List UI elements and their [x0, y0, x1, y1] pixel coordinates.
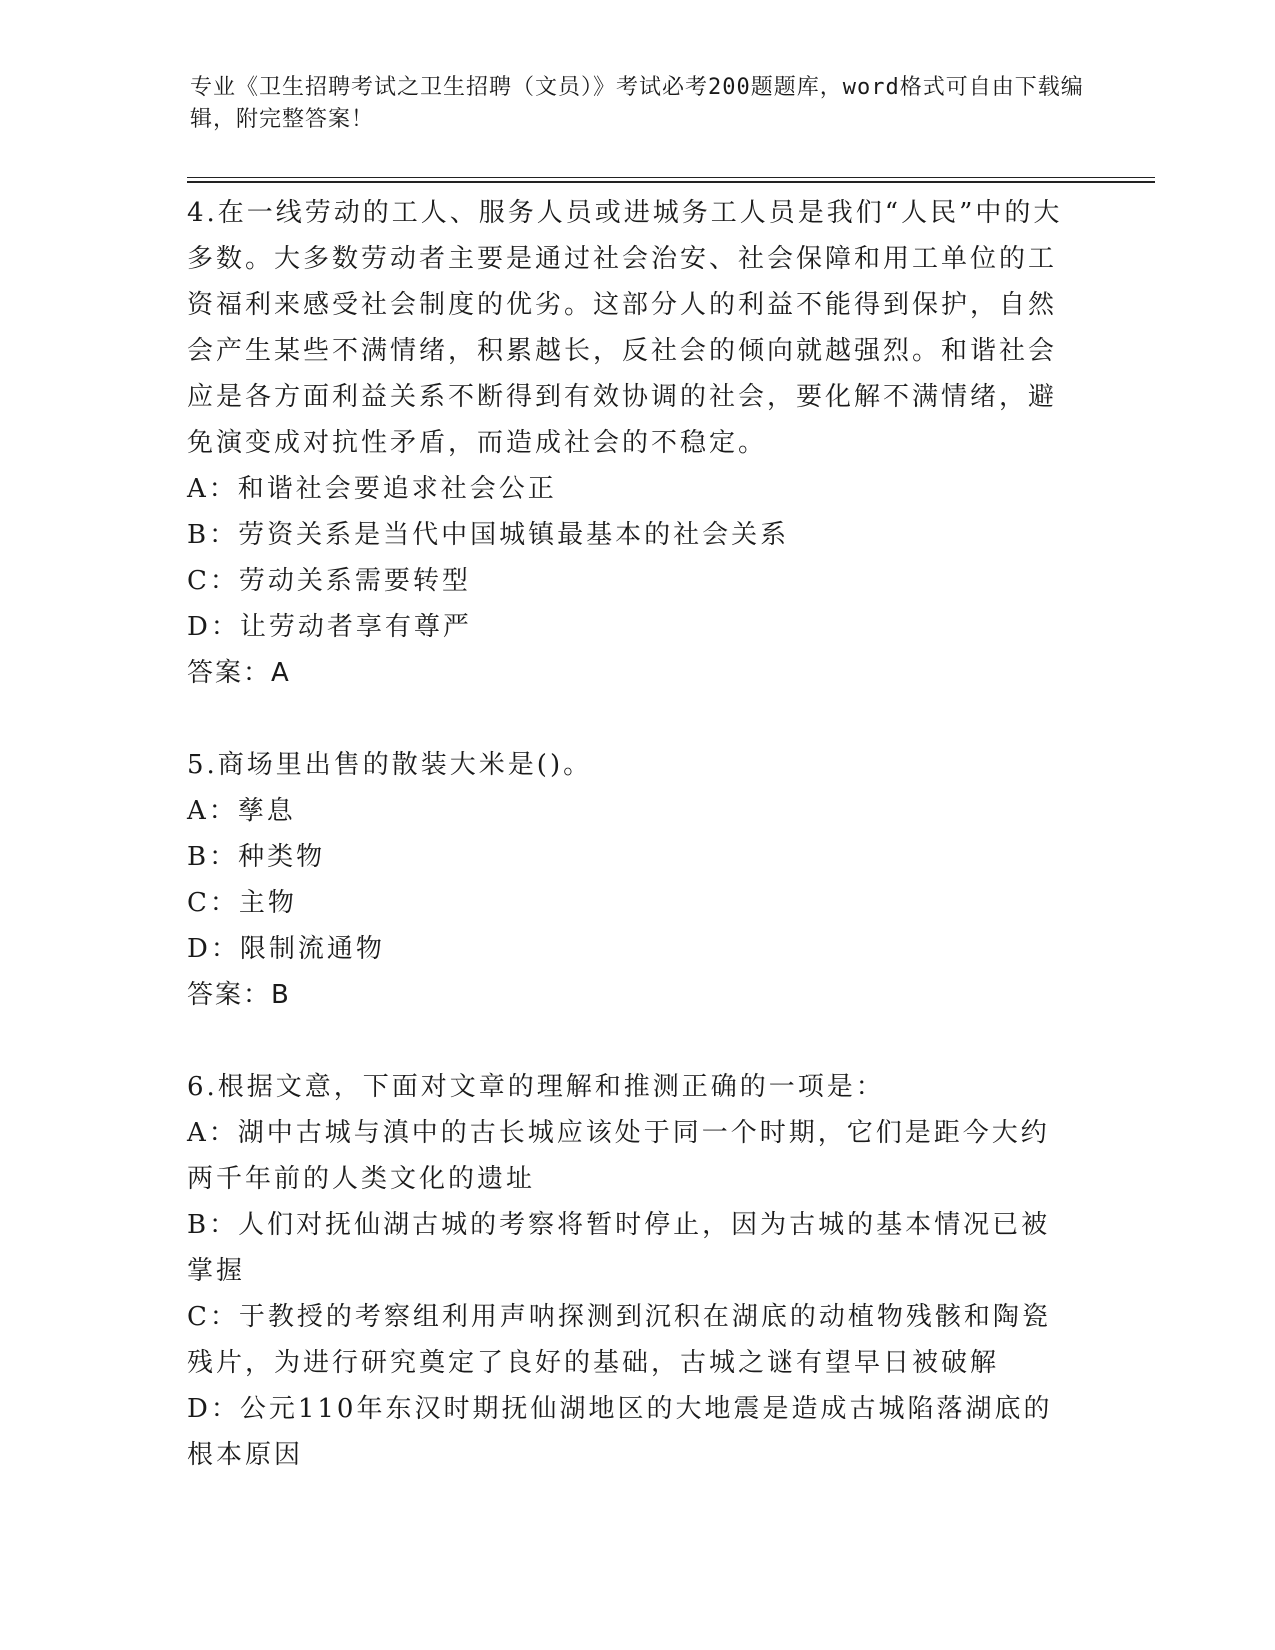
option-a: A：湖中古城与滇中的古长城应该处于同一个时期，它们是距今大约两千年前的人类文化的遗址: [187, 1118, 1050, 1194]
question-item: [187, 742, 1077, 1018]
question-stem: 6.根据文意，下面对文章的理解和推测正确的一项是：: [187, 1072, 885, 1102]
question-item: [187, 190, 1077, 696]
question-stem: 4.在一线劳动的工人、服务人员或进城务工人员是我们“人民”中的大多数。大多数劳动者主要是通过社会治安、社会保障和用工单位的工资福利来感受社会制度的优劣。这部分人的利益不能得到保护，自然会产生某些不满情绪，积累越长，反社会的倾向就越强烈。和谐社会应是各方面利益关系不断得到有效协调的社会，要化解不满情绪，避免演变成对抗性矛盾，而造成社会的不稳定。: [187, 198, 1063, 458]
question-list: [187, 190, 1077, 1524]
option-b: B：劳资关系是当代中国城镇最基本的社会关系: [187, 520, 790, 550]
option-d: D：让劳动者享有尊严: [187, 612, 472, 642]
option-d: D：公元110年东汉时期抚仙湖地区的大地震是造成古城陷落湖底的根本原因: [187, 1394, 1053, 1470]
header-divider-thick: [187, 181, 1155, 183]
option-c: C：主物: [187, 888, 297, 918]
option-b: B：种类物: [187, 842, 326, 872]
option-d: D：限制流通物: [187, 934, 385, 964]
header-divider-thin: [187, 177, 1155, 178]
answer-label: 答案：A: [187, 658, 291, 688]
question-stem: 5.商场里出售的散装大米是()。: [187, 750, 593, 780]
option-c: C：劳动关系需要转型: [187, 566, 471, 596]
option-a: A：孳息: [187, 796, 296, 826]
question-item: [187, 1064, 1077, 1478]
document-header: 专业《卫生招聘考试之卫生招聘（文员）》考试必考200题题库，word格式可自由下载编辑，附完整答案！: [190, 75, 1084, 132]
answer-label: 答案：B: [187, 980, 291, 1010]
option-c: C：于教授的考察组利用声呐探测到沉积在湖底的动植物残骸和陶瓷残片，为进行研究奠定了良好的基础，古城之谜有望早日被破解: [187, 1302, 1051, 1378]
option-b: B：人们对抚仙湖古城的考察将暂时停止，因为古城的基本情况已被掌握: [187, 1210, 1051, 1286]
option-a: A：和谐社会要追求社会公正: [187, 474, 557, 504]
